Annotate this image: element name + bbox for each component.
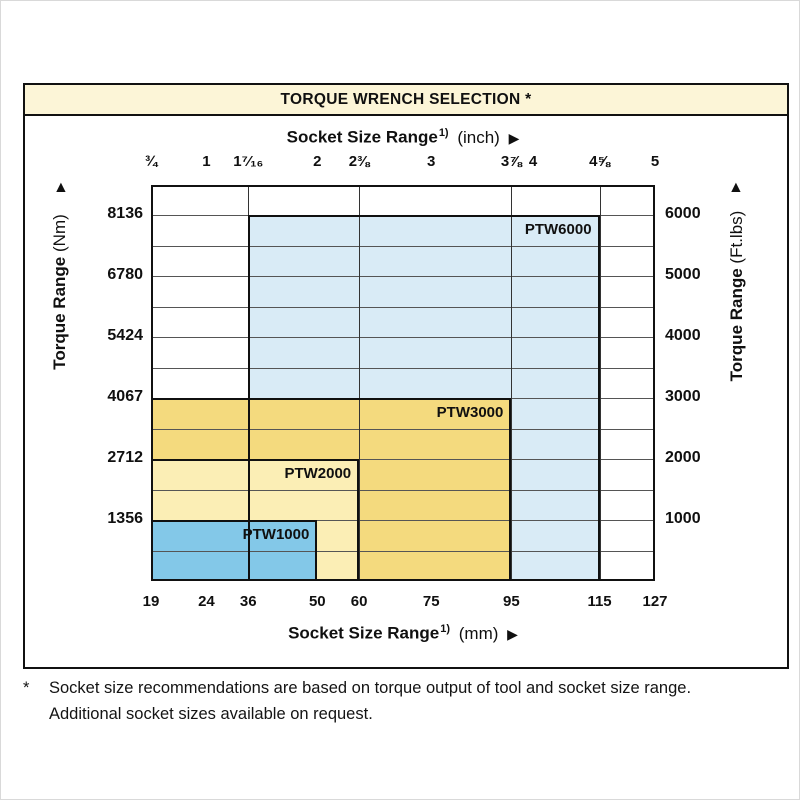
- right-tick-label: 1000: [665, 510, 701, 528]
- top-tick-label: 3⅞: [500, 153, 522, 170]
- right-tick-label: 4000: [665, 327, 701, 345]
- left-tick-label: 8136: [107, 205, 143, 223]
- top-axis-unit: (inch): [457, 127, 500, 147]
- left-axis-tick-labels: [25, 85, 143, 667]
- top-tick-label: 3: [427, 153, 436, 170]
- bottom-axis-unit: (mm): [458, 623, 499, 643]
- bottom-tick-label: 75: [422, 593, 440, 610]
- left-axis-title: [50, 92, 72, 492]
- bottom-axis-title: [151, 623, 655, 644]
- right-tick-label: 6000: [665, 205, 701, 223]
- region-ptw3000-label: PTW3000: [436, 404, 504, 422]
- top-tick-label: 5: [650, 153, 660, 170]
- top-axis-footnote-ref: 1): [438, 127, 449, 139]
- top-axis-ticks: [144, 153, 660, 175]
- region-ptw1000-label: PTW1000: [242, 526, 310, 544]
- right-tick-label: 5000: [665, 266, 701, 284]
- top-tick-label: 4: [528, 153, 538, 170]
- bottom-axis-ticks: [151, 581, 655, 592]
- left-axis-title-text: Torque Range: [50, 256, 69, 370]
- left-tick-label: 5424: [107, 327, 143, 345]
- bottom-axis-title-text: Socket Size Range: [288, 623, 440, 643]
- top-tick-label: 4⅝: [589, 153, 610, 170]
- bottom-tick-label: 60: [350, 593, 368, 610]
- chart-title: TORQUE WRENCH SELECTION *: [280, 90, 532, 108]
- top-tick-label: ¾: [144, 153, 158, 170]
- right-arrow-icon: ▶: [507, 625, 518, 642]
- region-ptw2000-label: PTW2000: [284, 465, 352, 483]
- footnote-line-2: Additional socket sizes available on request.: [49, 705, 373, 723]
- bottom-axis-footnote-ref: 1): [440, 623, 451, 635]
- bottom-tick-label: 127: [642, 593, 668, 610]
- footnote-marker: *: [23, 679, 30, 697]
- right-axis-tick-labels: [665, 85, 785, 667]
- top-axis-title-text: Socket Size Range: [286, 127, 438, 147]
- bottom-tick-label: 24: [198, 593, 215, 610]
- right-tick-label: 2000: [665, 449, 701, 467]
- bottom-axis-tick-labels: [142, 593, 668, 615]
- plot-border: [151, 185, 655, 581]
- chart-frame: [23, 83, 789, 669]
- left-tick-label: 6780: [107, 266, 143, 284]
- bottom-tick-label: 19: [142, 593, 160, 610]
- right-axis-unit: (Ft.lbs): [727, 210, 746, 264]
- top-axis-title: [151, 127, 655, 148]
- footnote: [23, 675, 768, 727]
- bottom-tick-label: 36: [239, 593, 257, 610]
- left-tick-label: 4067: [107, 388, 143, 406]
- bottom-tick-label: 50: [308, 593, 326, 610]
- region-ptw6000-label: PTW6000: [524, 221, 592, 239]
- right-axis-title: [727, 96, 749, 496]
- plot-area: [151, 185, 655, 581]
- footnote-line-1: Socket size recommendations are based on torque output of tool and socket size range.: [49, 679, 692, 697]
- top-tick-label: 1⁷⁄₁₆: [233, 153, 264, 170]
- bottom-tick-label: 95: [503, 593, 520, 610]
- right-axis-title-text: Torque Range: [727, 268, 746, 382]
- top-tick-label: 2: [313, 153, 322, 170]
- left-axis-unit: (Nm): [50, 214, 69, 252]
- right-tick-label: 3000: [665, 388, 701, 406]
- up-arrow-icon: ▲: [728, 179, 744, 196]
- top-tick-label: 2⅜: [348, 153, 370, 170]
- left-tick-label: 2712: [107, 449, 143, 467]
- right-arrow-icon: ▶: [508, 129, 520, 146]
- left-tick-label: 1356: [107, 510, 143, 528]
- bottom-tick-label: 115: [587, 593, 612, 610]
- bottom-major-tick: [151, 796, 153, 800]
- top-tick-label: 1: [202, 153, 211, 170]
- up-arrow-icon: ▲: [53, 179, 69, 196]
